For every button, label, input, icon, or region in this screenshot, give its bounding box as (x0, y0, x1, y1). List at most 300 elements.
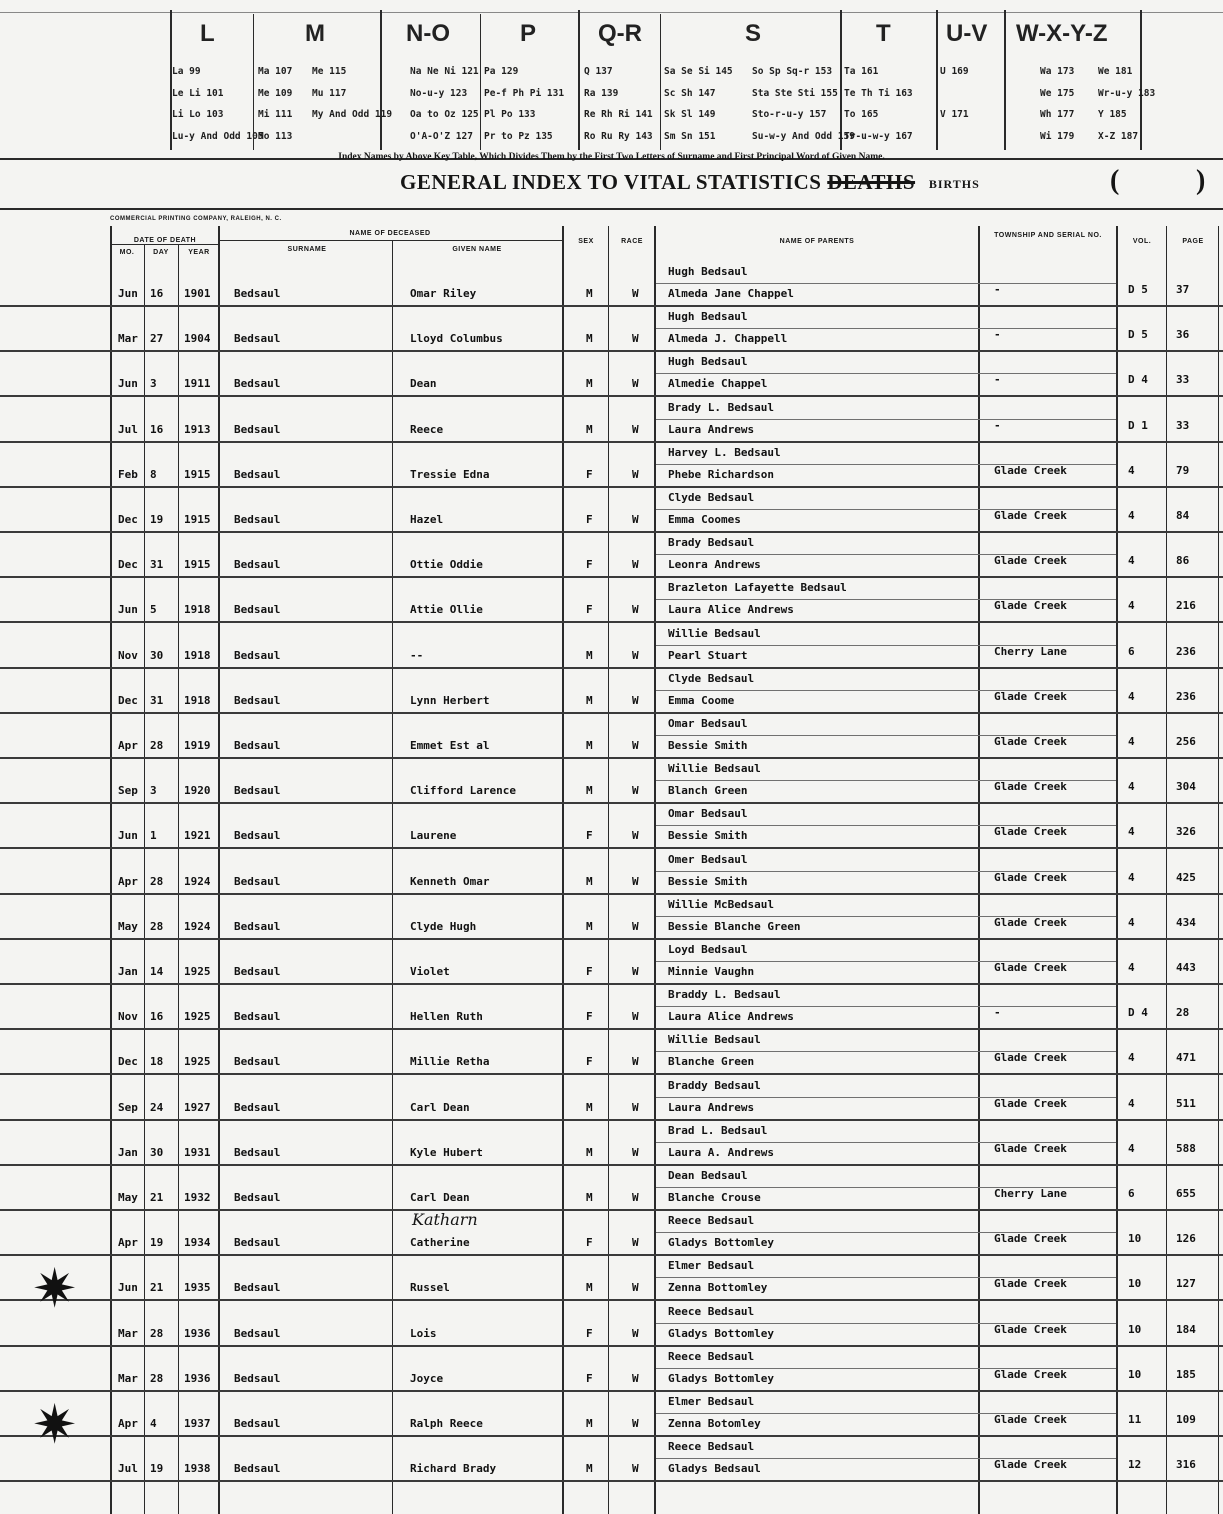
entry-page: 127 (1176, 1277, 1196, 1291)
hdr-vol: VOL. (1132, 238, 1152, 245)
entry-given-name: Lloyd Columbus (410, 332, 503, 346)
entry-given-name: Lynn Herbert (410, 693, 490, 707)
entry-father: Reece Bedsaul (668, 1304, 755, 1318)
key-letter: M (305, 20, 325, 47)
entry-township: - (994, 1006, 1001, 1020)
entry-township: - (994, 373, 1001, 387)
col-line (608, 226, 609, 1514)
key-cell: Pl Po 133 (484, 109, 536, 120)
entry-month: Jan (118, 965, 138, 978)
parent-divider (656, 328, 1116, 329)
entry-township: Glade Creek (994, 463, 1067, 477)
table-top-rule (0, 208, 1223, 210)
key-vline (170, 10, 172, 150)
entry-sex: M (586, 648, 593, 662)
entry-township: - (994, 283, 1001, 296)
entry-day: 3 (150, 784, 157, 798)
entry-month: Feb (118, 467, 138, 481)
entry-surname: Bedsaul (234, 829, 281, 843)
index-caption: Index Names by Above Key Table, Which Divides Them by the First Two Letters of Surname and First Principal Word of Given Name. (338, 152, 885, 162)
row-rule (0, 757, 1223, 759)
entry-mother: Bessie Smith (668, 829, 748, 843)
entry-mother: Phebe Richardson (668, 467, 774, 481)
entry-page: 28 (1176, 1006, 1190, 1020)
entry-vol: 11 (1128, 1413, 1142, 1426)
entry-race: W (632, 829, 639, 843)
row-rule (0, 1345, 1223, 1347)
entry-year: 1927 (184, 1100, 211, 1114)
entry-day: 19 (150, 1462, 164, 1476)
entry-year: 1924 (184, 919, 211, 933)
hdr-name: NAME OF DECEASED (349, 230, 431, 237)
key-cell: Sc Sh 147 (664, 88, 716, 99)
entry-day: 5 (150, 603, 157, 617)
entry-mother: Blanch Green (668, 784, 748, 798)
entry-sex: F (586, 603, 593, 617)
entry-sex: F (586, 513, 593, 526)
entry-month: Jun (118, 1281, 138, 1295)
entry-month: Dec (118, 513, 138, 526)
entry-month: May (118, 919, 138, 933)
entry-year: 1918 (184, 693, 211, 707)
entry-month: Jun (118, 287, 138, 300)
key-cell: To 165 (844, 109, 879, 120)
entry-father: Hugh Bedsaul (668, 355, 748, 369)
entry-year: 1925 (184, 1010, 211, 1024)
entry-surname: Bedsaul (234, 1191, 281, 1204)
key-cell: Lu-y And Odd 105 (172, 131, 264, 142)
entry-sex: F (586, 829, 593, 843)
row-rule (0, 802, 1223, 804)
entry-given-name: Hazel (410, 513, 444, 526)
entry-township: Glade Creek (994, 554, 1067, 568)
top-rule (0, 12, 1223, 13)
entry-page: 33 (1176, 418, 1190, 432)
entry-surname: Bedsaul (234, 1326, 281, 1340)
entry-year: 1915 (184, 467, 211, 481)
entry-year: 1904 (184, 332, 211, 346)
entry-sex: M (586, 919, 593, 933)
entry-given-name: Clyde Hugh (410, 919, 477, 933)
entry-page: 316 (1176, 1458, 1196, 1472)
entry-father: Reece Bedsaul (668, 1214, 755, 1228)
entry-year: 1918 (184, 603, 211, 617)
entry-township: Glade Creek (994, 735, 1067, 748)
entry-day: 24 (150, 1100, 164, 1114)
page-title (400, 170, 980, 195)
entry-day: 31 (150, 558, 164, 572)
entry-given-name: Hellen Ruth (410, 1010, 483, 1024)
title-main: GENERAL INDEX TO VITAL STATISTICS (400, 170, 822, 194)
entry-sex: M (586, 1191, 593, 1204)
key-cell: Mo 113 (258, 131, 293, 142)
entry-father: Reece Bedsaul (668, 1349, 755, 1363)
entry-vol: D 5 (1128, 328, 1148, 342)
entry-father: Omer Bedsaul (668, 852, 748, 866)
entry-father: Brady L. Bedsaul (668, 400, 774, 414)
key-cell: Ro Ru Ry 143 (584, 131, 653, 142)
entry-day: 14 (150, 965, 164, 978)
open-paren: ( (1110, 165, 1120, 196)
entry-given-name: Joyce (410, 1371, 444, 1385)
row-rule (0, 1209, 1223, 1211)
entry-surname: Bedsaul (234, 513, 281, 526)
entry-page: 511 (1176, 1096, 1196, 1110)
entry-race: W (632, 1326, 639, 1340)
entry-race: W (632, 1462, 639, 1476)
key-cell: Pe-f Ph Pi 131 (484, 88, 565, 99)
key-cell: Oa to Oz 125 (410, 109, 479, 120)
entry-month: May (118, 1191, 138, 1204)
entry-father: Clyde Bedsaul (668, 491, 755, 504)
entry-page: 588 (1176, 1141, 1196, 1155)
entry-mother: Blanche Crouse (668, 1191, 761, 1204)
entry-race: W (632, 287, 639, 300)
row-rule (0, 1164, 1223, 1166)
entry-day: 28 (150, 1371, 164, 1385)
entry-race: W (632, 919, 639, 933)
handwritten-annotation: Katharn (412, 1210, 478, 1229)
entry-race: W (632, 1055, 639, 1069)
entry-mother: Laura Andrews (668, 1100, 755, 1114)
hdr-subrule (110, 244, 218, 245)
entry-surname: Bedsaul (234, 603, 281, 617)
key-cell: Ra 139 (584, 88, 619, 99)
entry-race: W (632, 874, 639, 888)
entry-surname: Bedsaul (234, 332, 281, 346)
key-cell: Mu 117 (312, 88, 347, 99)
parent-divider (656, 283, 1116, 284)
entry-surname: Bedsaul (234, 739, 281, 752)
entry-year: 1935 (184, 1281, 211, 1295)
entry-day: 21 (150, 1281, 164, 1295)
entry-father: Braddy Bedsaul (668, 1078, 761, 1092)
key-cell: Tr-u-w-y 167 (844, 131, 913, 142)
entry-day: 30 (150, 1145, 164, 1159)
key-cell: My And Odd 119 (312, 109, 393, 120)
entry-township: - (994, 418, 1001, 432)
entry-father: Willie Bedsaul (668, 626, 761, 640)
entry-month: Mar (118, 1326, 138, 1340)
star-mark-icon: ✷ (32, 1395, 78, 1455)
entry-sex: F (586, 1236, 593, 1250)
hdr-mo: MO. (119, 249, 135, 256)
key-cell: Q 137 (584, 66, 613, 77)
entry-month: Sep (118, 784, 138, 798)
entry-given-name: Clifford Larence (410, 784, 516, 798)
entry-month: Dec (118, 1055, 138, 1069)
hdr-year: YEAR (188, 249, 210, 256)
entry-given-name: Emmet Est al (410, 739, 490, 752)
entry-township: Glade Creek (994, 1232, 1067, 1246)
entry-day: 21 (150, 1191, 164, 1204)
entry-page: 256 (1176, 735, 1196, 748)
entry-page: 236 (1176, 644, 1196, 658)
entry-surname: Bedsaul (234, 648, 281, 662)
entry-vol: 4 (1128, 1051, 1135, 1065)
entry-year: 1913 (184, 422, 211, 436)
entry-given-name: Kyle Hubert (410, 1145, 483, 1159)
entry-day: 19 (150, 513, 164, 526)
entry-year: 1936 (184, 1326, 211, 1340)
entry-year: 1920 (184, 784, 211, 798)
key-vline (253, 14, 254, 150)
row-rule (0, 983, 1223, 985)
entry-vol: 4 (1128, 554, 1135, 568)
hdr-day: DAY (153, 249, 169, 256)
entry-father: Brazleton Lafayette Bedsaul (668, 581, 847, 595)
entry-year: 1915 (184, 558, 211, 572)
key-cell: O'A-O'Z 127 (410, 131, 473, 142)
entry-race: W (632, 648, 639, 662)
key-cell: Me 109 (258, 88, 293, 99)
entry-sex: F (586, 467, 593, 481)
key-cell: Li Lo 103 (172, 109, 224, 120)
key-table (0, 0, 1223, 160)
entry-given-name: Ralph Reece (410, 1417, 483, 1430)
hdr-page: PAGE (1182, 238, 1204, 245)
row-rule (0, 576, 1223, 578)
key-cell: Pa 129 (484, 66, 519, 77)
title-births: BIRTHS (928, 176, 980, 191)
entry-father: Elmer Bedsaul (668, 1259, 755, 1273)
entry-vol: 6 (1128, 1187, 1135, 1200)
entry-day: 3 (150, 377, 157, 391)
entry-sex: M (586, 874, 593, 888)
key-cell: Na Ne Ni 121 (410, 66, 479, 77)
entry-sex: M (586, 739, 593, 752)
entry-sex: M (586, 1417, 593, 1430)
entry-mother: Minnie Vaughn (668, 965, 755, 978)
entry-race: W (632, 422, 639, 436)
entry-mother: Bessie Smith (668, 739, 748, 752)
entry-day: 19 (150, 1236, 164, 1250)
entry-given-name: Attie Ollie (410, 603, 483, 617)
entry-father: Omar Bedsaul (668, 717, 748, 730)
entry-month: Mar (118, 1371, 138, 1385)
entry-vol: 4 (1128, 463, 1135, 477)
entry-race: W (632, 1236, 639, 1250)
entry-month: Jul (118, 1462, 138, 1476)
entry-mother: Emma Coomes (668, 513, 741, 526)
entry-race: W (632, 467, 639, 481)
row-rule (0, 621, 1223, 623)
entry-father: Willie McBedsaul (668, 897, 774, 911)
entry-sex: M (586, 784, 593, 798)
key-cell: Sta Ste Sti 155 (752, 88, 838, 99)
entry-race: W (632, 693, 639, 707)
row-rule (0, 486, 1223, 488)
entry-vol: 4 (1128, 825, 1135, 839)
entry-vol: 12 (1128, 1458, 1142, 1472)
entry-month: Jun (118, 829, 138, 843)
entry-mother: Zenna Botomley (668, 1417, 761, 1430)
entry-race: W (632, 558, 639, 572)
entry-mother: Zenna Bottomley (668, 1281, 768, 1295)
entry-surname: Bedsaul (234, 919, 281, 933)
row-rule (0, 1435, 1223, 1437)
entry-given-name: Reece (410, 422, 444, 436)
entry-father: Elmer Bedsaul (668, 1395, 755, 1408)
entry-township: Glade Creek (994, 689, 1067, 703)
row-rule (0, 395, 1223, 397)
key-cell: Wi 179 (1040, 131, 1075, 142)
entry-day: 27 (150, 332, 164, 346)
col-line (562, 226, 564, 1514)
entry-father: Braddy L. Bedsaul (668, 988, 781, 1002)
entry-year: 1937 (184, 1417, 211, 1430)
key-letter: S (745, 20, 762, 47)
close-paren: ) (1196, 165, 1206, 196)
entry-given-name: Millie Retha (410, 1055, 490, 1069)
col-line (144, 244, 145, 1514)
entry-sex: M (586, 1145, 593, 1159)
row-rule (0, 1028, 1223, 1030)
entry-mother: Almeda J. Chappell (668, 332, 788, 346)
key-cell: Ma 107 (258, 66, 293, 77)
entry-sex: M (586, 1462, 593, 1476)
entry-mother: Emma Coome (668, 693, 735, 707)
entry-month: Nov (118, 648, 138, 662)
entry-vol: 4 (1128, 509, 1135, 522)
entry-mother: Gladys Bottomley (668, 1236, 774, 1250)
hdr-surname: SURNAME (287, 246, 327, 253)
entry-month: Apr (118, 1417, 138, 1430)
entry-given-name: Carl Dean (410, 1191, 470, 1204)
entry-page: 304 (1176, 780, 1196, 794)
entry-year: 1921 (184, 829, 211, 843)
entry-month: Apr (118, 739, 138, 752)
entry-day: 28 (150, 1326, 164, 1340)
key-cell: Sto-r-u-y 157 (752, 109, 827, 120)
entry-month: Dec (118, 558, 138, 572)
entry-mother: Almedie Chappel (668, 377, 768, 391)
key-cell: Le Li 101 (172, 88, 224, 99)
entry-sex: F (586, 1371, 593, 1385)
key-letter: T (876, 20, 891, 47)
entry-page: 236 (1176, 689, 1196, 703)
entry-vol: 10 (1128, 1232, 1142, 1246)
entry-year: 1918 (184, 648, 211, 662)
entry-page: 326 (1176, 825, 1196, 839)
entry-given-name: Richard Brady (410, 1462, 497, 1476)
entry-day: 31 (150, 693, 164, 707)
row-rule (0, 1299, 1223, 1301)
hdr-given: GIVEN NAME (452, 246, 502, 253)
parent-divider (656, 373, 1116, 374)
entry-page: 434 (1176, 915, 1196, 929)
row-rule (0, 667, 1223, 669)
key-vline (1004, 10, 1006, 150)
hdr-subrule (220, 240, 562, 241)
entry-township: Glade Creek (994, 1413, 1067, 1426)
entry-day: 4 (150, 1417, 157, 1430)
entry-sex: M (586, 287, 593, 300)
row-rule (0, 847, 1223, 849)
entry-vol: 4 (1128, 870, 1135, 884)
entry-township: Glade Creek (994, 1277, 1067, 1291)
row-rule (0, 938, 1223, 940)
star-mark-icon: ✷ (32, 1259, 78, 1320)
row-rule (0, 1254, 1223, 1256)
entry-page: 655 (1176, 1187, 1196, 1200)
entry-mother: Laura Alice Andrews (668, 1010, 794, 1024)
entry-vol: 4 (1128, 689, 1135, 703)
entry-page: 471 (1176, 1051, 1196, 1065)
title-struck: DEATHS (827, 170, 916, 194)
key-cell: La 99 (172, 66, 201, 77)
entry-mother: Bessie Blanche Green (668, 919, 801, 933)
key-cell: Ta 161 (844, 66, 879, 77)
entry-race: W (632, 332, 639, 346)
key-vline (1140, 10, 1142, 150)
entry-race: W (632, 1145, 639, 1159)
entry-mother: Laura Andrews (668, 422, 755, 436)
entry-township: Glade Creek (994, 1322, 1067, 1336)
key-cell: U 169 (940, 66, 969, 77)
entry-mother: Pearl Stuart (668, 648, 748, 662)
col-line (392, 240, 393, 1514)
entry-given-name: Kenneth Omar (410, 874, 490, 888)
entry-race: W (632, 513, 639, 526)
entry-day: 28 (150, 739, 164, 752)
entry-sex: M (586, 377, 593, 391)
entry-vol: D 4 (1128, 1006, 1148, 1020)
entry-given-name: Ottie Oddie (410, 558, 483, 572)
entry-township: Glade Creek (994, 1458, 1067, 1472)
row-rule (0, 305, 1223, 307)
entry-sex: F (586, 965, 593, 978)
entry-year: 1934 (184, 1236, 211, 1250)
entry-page: 185 (1176, 1367, 1196, 1381)
entry-page: 33 (1176, 373, 1190, 387)
entry-father: Hugh Bedsaul (668, 265, 748, 278)
entry-vol: 4 (1128, 1096, 1135, 1110)
key-cell: Wh 177 (1040, 109, 1075, 120)
entry-vol: 6 (1128, 644, 1135, 658)
entry-day: 8 (150, 467, 157, 481)
key-vline (936, 10, 938, 150)
entry-race: W (632, 965, 639, 978)
row-rule (0, 1390, 1223, 1392)
entry-father: Dean Bedsaul (668, 1169, 748, 1182)
entry-surname: Bedsaul (234, 1236, 281, 1250)
hdr-township: TOWNSHIP AND SERIAL NO. (994, 232, 1102, 239)
entry-mother: Almeda Jane Chappel (668, 287, 794, 300)
entry-race: W (632, 1100, 639, 1114)
entry-page: 84 (1176, 509, 1190, 522)
entry-day: 16 (150, 422, 164, 436)
entry-vol: 10 (1128, 1277, 1142, 1291)
row-rule (0, 1073, 1223, 1075)
key-vline (480, 14, 481, 150)
row-rule (0, 441, 1223, 443)
key-vline (380, 10, 382, 150)
entry-township: Glade Creek (994, 825, 1067, 839)
entry-given-name: Laurene (410, 829, 457, 843)
entry-page: 109 (1176, 1413, 1196, 1426)
entry-race: W (632, 1417, 639, 1430)
entry-given-name: Catherine (410, 1236, 470, 1250)
entry-page: 79 (1176, 463, 1190, 477)
entry-month: Jun (118, 603, 138, 617)
entry-year: 1925 (184, 1055, 211, 1069)
entry-mother: Bessie Smith (668, 874, 748, 888)
key-cell: Wa 173 (1040, 66, 1075, 77)
entry-mother: Leonra Andrews (668, 558, 761, 572)
entry-father: Reece Bedsaul (668, 1440, 755, 1454)
entry-father: Loyd Bedsaul (668, 943, 748, 956)
